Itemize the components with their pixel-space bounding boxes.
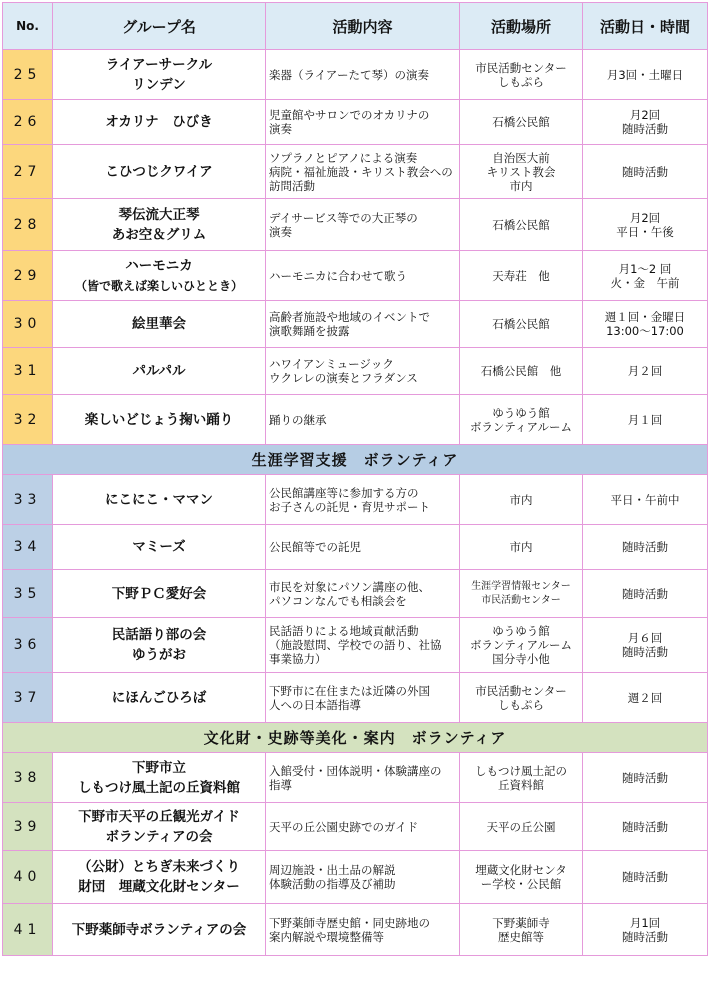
activity-place: 市民活動センター しもぷら (460, 673, 583, 723)
header-no: No. (3, 3, 53, 50)
activity-place: 市内 (460, 525, 583, 570)
activity-content: 高齢者施設や地域のイベントで 演歌舞踊を披露 (266, 301, 460, 348)
activity-time: 月1～2 回 火・金 午前 (583, 251, 708, 301)
table-row (3, 251, 708, 301)
table-row (3, 348, 708, 395)
activity-time: 月2回 随時活動 (583, 100, 708, 145)
table-row (3, 475, 708, 525)
row-number: 31 (3, 348, 53, 395)
activity-content: 踊りの継承 (266, 395, 460, 445)
group-name: こひつじクワイア (53, 145, 266, 199)
row-number: 38 (3, 753, 53, 803)
activity-time: 随時活動 (583, 803, 708, 851)
activity-content: 市民を対象にパソン講座の他、 パソコンなんでも相談会を (266, 570, 460, 618)
activity-place: 市内 (460, 475, 583, 525)
activity-time: 月２回 (583, 348, 708, 395)
group-name: オカリナ ひびき (53, 100, 266, 145)
activity-place: 石橋公民館 (460, 199, 583, 251)
table-row (3, 851, 708, 904)
activity-time: 月1回 随時活動 (583, 904, 708, 956)
group-name: にほんごひろば (53, 673, 266, 723)
group-name: 絵里華会 (53, 301, 266, 348)
table-row (3, 570, 708, 618)
activity-content: ハワイアンミュージック ウクレレの演奏とフラダンス (266, 348, 460, 395)
table-row (3, 803, 708, 851)
group-name: 下野市立 しもつけ風土記の丘資料館 (53, 753, 266, 803)
group-name: にこにこ・ママン (53, 475, 266, 525)
activity-content: デイサービス等での大正琴の 演奏 (266, 199, 460, 251)
activity-content: 天平の丘公園史跡でのガイド (266, 803, 460, 851)
activity-content: ソプラノとピアノによる演奏 病院・福祉施設・キリスト教会への 訪問活動 (266, 145, 460, 199)
section-header-row (3, 445, 708, 475)
row-number: 26 (3, 100, 53, 145)
group-name: 下野ＰＣ愛好会 (53, 570, 266, 618)
activity-time: 随時活動 (583, 525, 708, 570)
activity-content: 入館受付・団体説明・体験講座の 指導 (266, 753, 460, 803)
group-name: ハーモニカ （皆で歌えば楽しいひととき） (53, 251, 266, 301)
table-row (3, 904, 708, 956)
table-header-row (3, 3, 708, 50)
activity-time: 随時活動 (583, 753, 708, 803)
activity-place: 天寿荘 他 (460, 251, 583, 301)
activity-time: 随時活動 (583, 145, 708, 199)
row-number: 33 (3, 475, 53, 525)
activity-time: 月3回・土曜日 (583, 50, 708, 100)
row-number: 30 (3, 301, 53, 348)
table-row (3, 753, 708, 803)
table-row (3, 100, 708, 145)
activity-time: 月2回 平日・午後 (583, 199, 708, 251)
row-number: 37 (3, 673, 53, 723)
group-name: パルパル (53, 348, 266, 395)
activity-place: 天平の丘公園 (460, 803, 583, 851)
volunteer-group-table (2, 2, 708, 956)
group-name: 民話語り部の会 ゆうがお (53, 618, 266, 673)
activity-time: 週１回・金曜日 13:00～17:00 (583, 301, 708, 348)
activity-place: しもつけ風土記の 丘資料館 (460, 753, 583, 803)
activity-time: 随時活動 (583, 851, 708, 904)
table-row (3, 673, 708, 723)
group-name: 下野市天平の丘観光ガイド ボランティアの会 (53, 803, 266, 851)
activity-place: 市民活動センター しもぷら (460, 50, 583, 100)
header-time: 活動日・時間 (583, 3, 708, 50)
header-activity: 活動内容 (266, 3, 460, 50)
row-number: 40 (3, 851, 53, 904)
table-row (3, 525, 708, 570)
activity-time: 平日・午前中 (583, 475, 708, 525)
row-number: 41 (3, 904, 53, 956)
header-place: 活動場所 (460, 3, 583, 50)
group-name: 楽しいどじょう掬い踊り (53, 395, 266, 445)
row-number: 39 (3, 803, 53, 851)
row-number: 32 (3, 395, 53, 445)
activity-time: 随時活動 (583, 570, 708, 618)
table-row (3, 145, 708, 199)
activity-place: 生涯学習情報センター 市民活動センター (460, 570, 583, 618)
row-number: 36 (3, 618, 53, 673)
activity-content: 楽器（ライアーたて琴）の演奏 (266, 50, 460, 100)
activity-content: 下野薬師寺歴史館・同史跡地の 案内解説や環境整備等 (266, 904, 460, 956)
activity-content: 公民館講座等に参加する方の お子さんの託児・育児サポート (266, 475, 460, 525)
activity-place: 埋蔵文化財センタ ー学校・公民館 (460, 851, 583, 904)
group-name: マミーズ (53, 525, 266, 570)
activity-time: 週２回 (583, 673, 708, 723)
row-number: 35 (3, 570, 53, 618)
activity-place: 石橋公民館 他 (460, 348, 583, 395)
activity-content: 民話語りによる地域貢献活動 （施設慰問、学校での語り、社協 事業協力） (266, 618, 460, 673)
header-group-name: グループ名 (53, 3, 266, 50)
table-row (3, 199, 708, 251)
section-title-lifelong-learning: 生涯学習支援 ボランティア (3, 445, 708, 475)
row-number: 25 (3, 50, 53, 100)
section-header-row (3, 723, 708, 753)
activity-place: 石橋公民館 (460, 100, 583, 145)
activity-time: 月１回 (583, 395, 708, 445)
row-number: 28 (3, 199, 53, 251)
table-row (3, 395, 708, 445)
group-name: 琴伝流大正琴 あお空＆グリム (53, 199, 266, 251)
group-name: 下野薬師寺ボランティアの会 (53, 904, 266, 956)
table-row (3, 618, 708, 673)
activity-place: ゆうゆう館 ボランティアルーム (460, 395, 583, 445)
row-number: 29 (3, 251, 53, 301)
row-number: 34 (3, 525, 53, 570)
activity-place: ゆうゆう館 ボランティアルーム 国分寺小他 (460, 618, 583, 673)
activity-content: 下野市に在住または近隣の外国 人への日本語指導 (266, 673, 460, 723)
table-row (3, 301, 708, 348)
table-row (3, 50, 708, 100)
activity-content: 公民館等での託児 (266, 525, 460, 570)
row-number: 27 (3, 145, 53, 199)
activity-content: 児童館やサロンでのオカリナの 演奏 (266, 100, 460, 145)
section-title-cultural-property: 文化財・史跡等美化・案内 ボランティア (3, 723, 708, 753)
activity-place: 石橋公民館 (460, 301, 583, 348)
activity-place: 自治医大前 キリスト教会 市内 (460, 145, 583, 199)
group-name: （公財）とちぎ未来づくり 財団 埋蔵文化財センター (53, 851, 266, 904)
activity-time: 月６回 随時活動 (583, 618, 708, 673)
group-name: ライアーサークル リンデン (53, 50, 266, 100)
activity-place: 下野薬師寺 歴史館等 (460, 904, 583, 956)
activity-content: ハーモニカに合わせて歌う (266, 251, 460, 301)
activity-content: 周辺施設・出土品の解説 体験活動の指導及び補助 (266, 851, 460, 904)
